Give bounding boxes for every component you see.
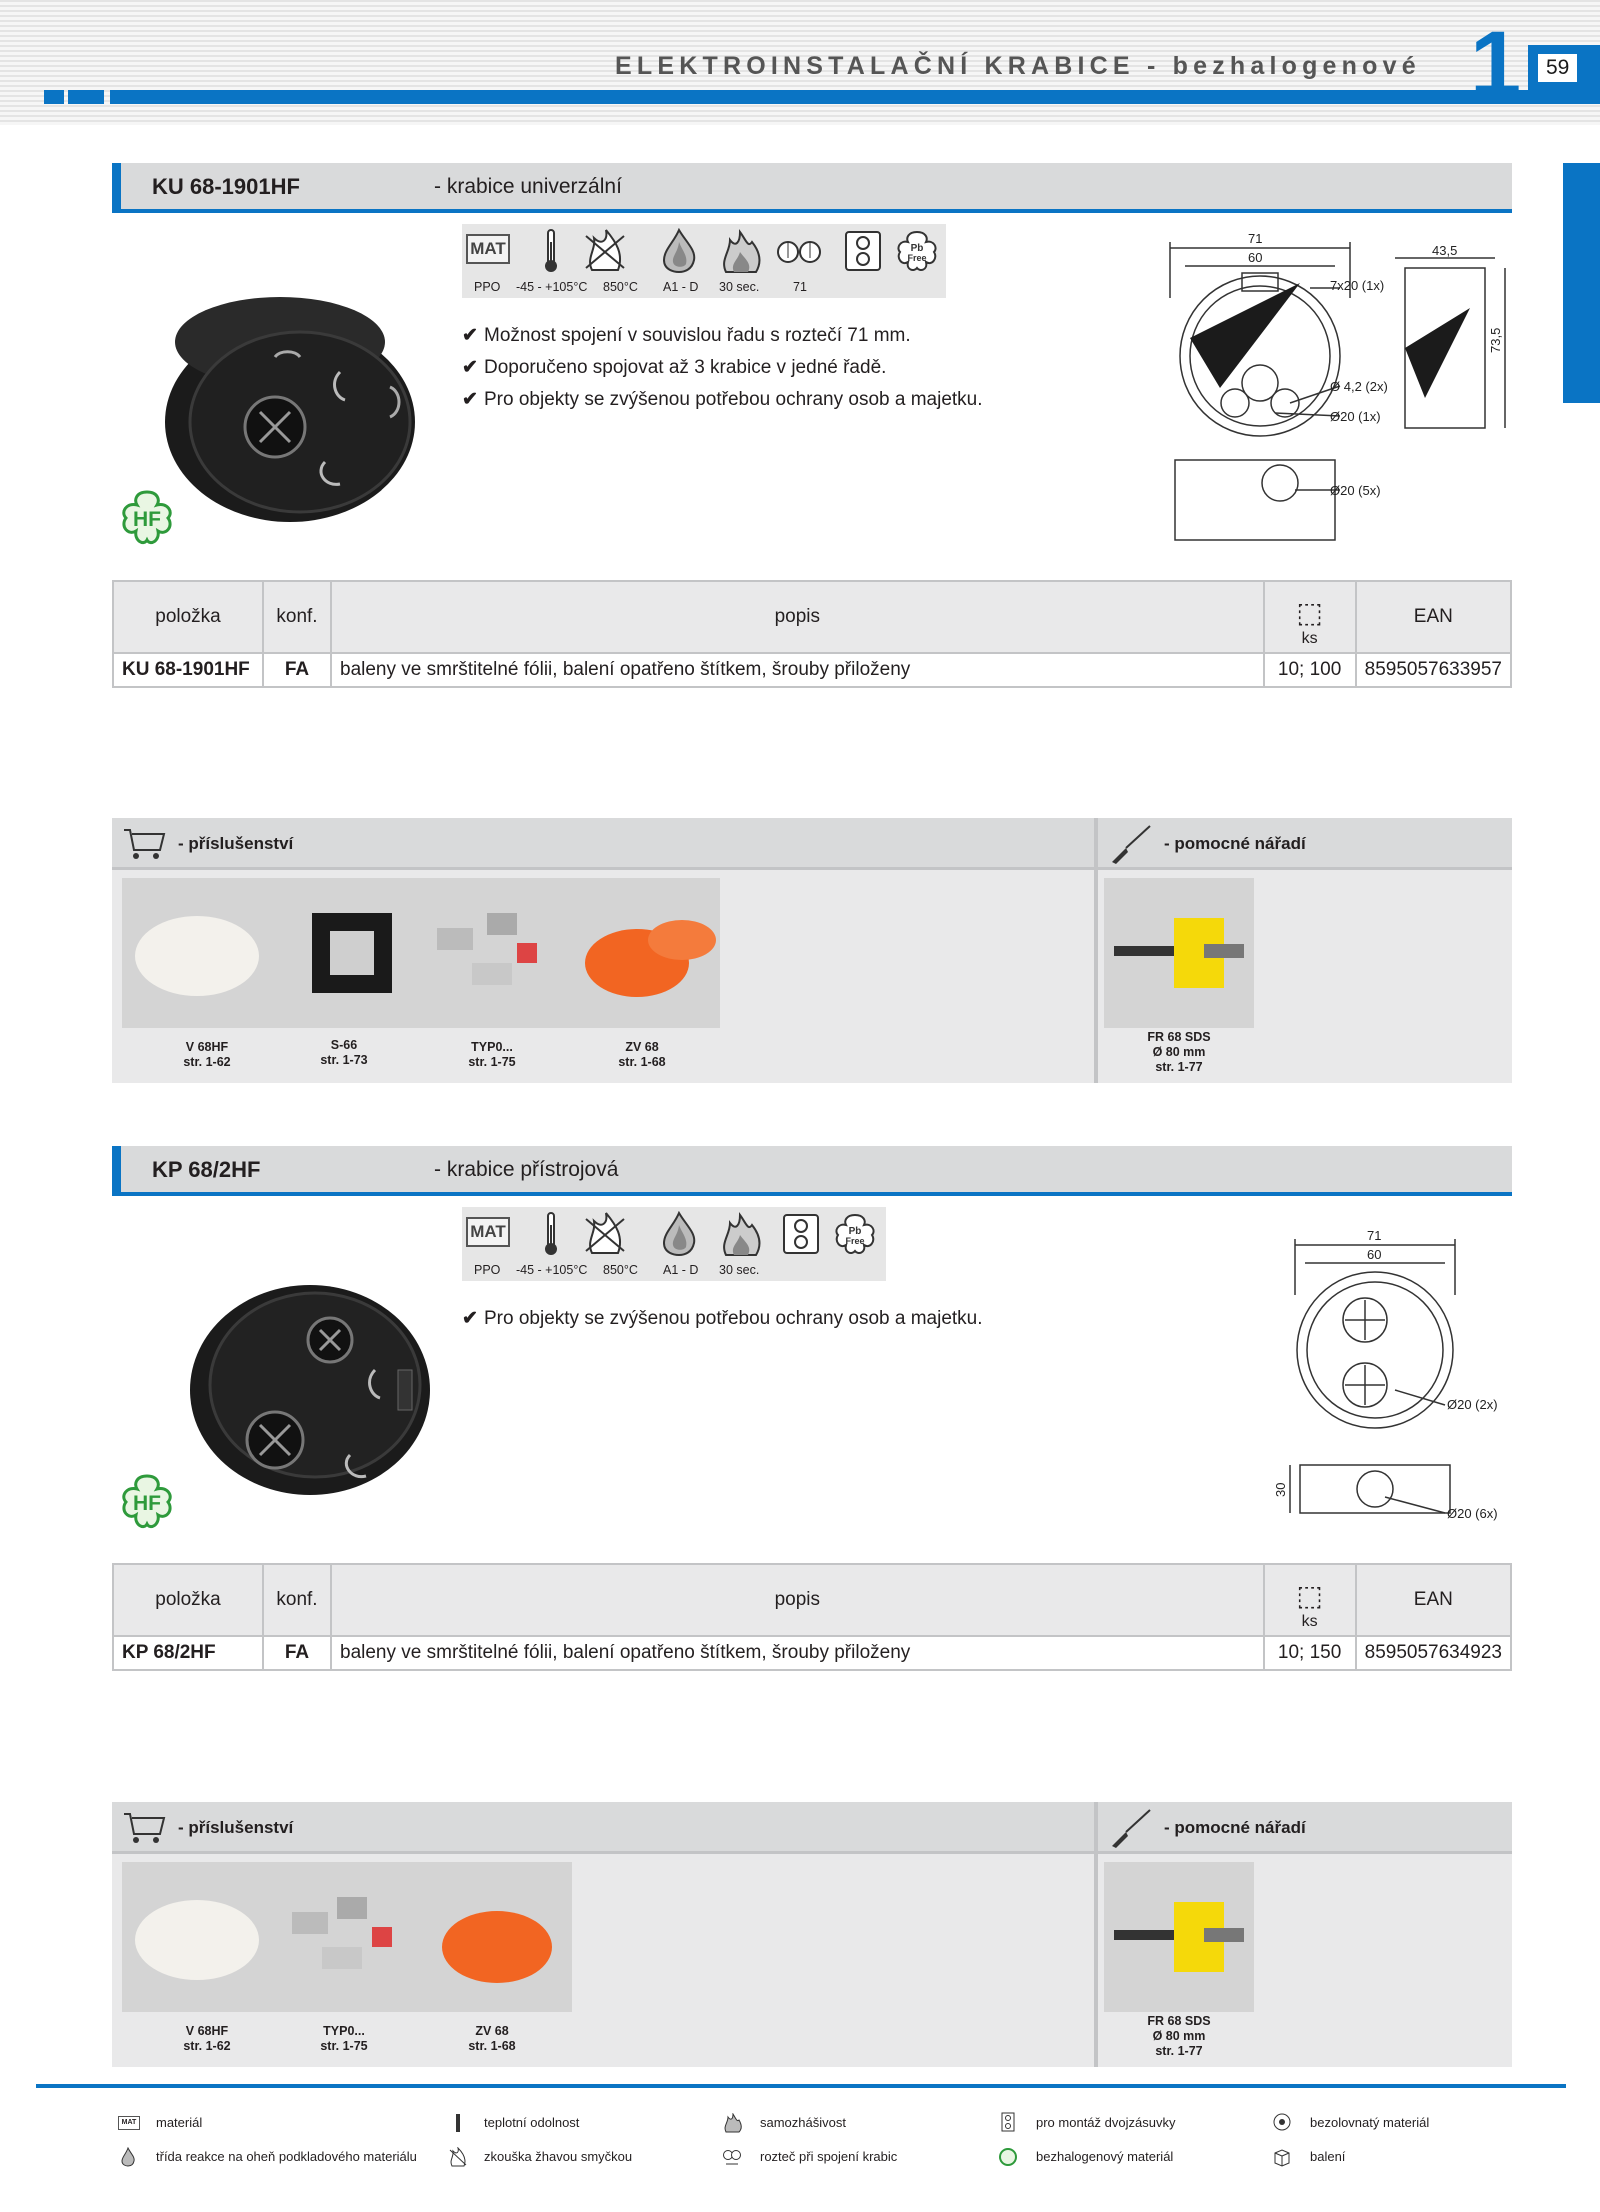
hf-icon	[114, 1472, 180, 1536]
tool-label: FR 68 SDS Ø 80 mm str. 1-77	[1147, 1030, 1211, 1074]
self-extinguish-icon	[718, 1211, 764, 1257]
tool-label: FR 68 SDS Ø 80 mm str. 1-77	[1147, 2014, 1211, 2058]
legend-item: samozhášivost	[760, 2115, 846, 2130]
box-icon	[1272, 2147, 1292, 2167]
glow-wire-icon	[582, 228, 628, 274]
accessories-image	[122, 1862, 572, 2012]
hf-icon	[114, 488, 180, 552]
accessories-panel	[112, 818, 1512, 1083]
product-code: KU 68-1901HF	[152, 174, 300, 199]
double-socket-icon	[778, 1211, 824, 1257]
mat-icon: MAT	[118, 2116, 140, 2130]
header-square	[88, 90, 104, 104]
dim-label: 60	[1248, 250, 1263, 265]
feature-item: ✔ Možnost spojení v souvislou řadu s roztečí 71 mm.	[462, 325, 911, 346]
product-photo	[150, 272, 430, 532]
accessory-label: ZV 68 str. 1-68	[468, 2024, 516, 2053]
pb-free-icon	[1272, 2112, 1292, 2132]
col-header: ⬚ ks	[1264, 581, 1356, 653]
product-description: - krabice přístrojová	[434, 1158, 619, 1181]
icon-label: 30 sec.	[719, 1263, 760, 1277]
accessory-label: S-66 str. 1-73	[320, 1038, 368, 1067]
mat-icon: MAT	[466, 1217, 510, 1247]
col-header: EAN	[1356, 581, 1511, 653]
accessories-panel	[112, 1802, 1512, 2067]
cart-icon	[122, 826, 166, 862]
note-label: 7x20 (1x)	[1330, 278, 1385, 293]
col-header: konf.	[263, 581, 331, 653]
accessory-label: V 68HF str. 1-62	[183, 1040, 231, 1069]
product-description: - krabice univerzální	[434, 175, 622, 198]
note-label: Ø20 (1x)	[1330, 409, 1381, 424]
legend-item: bezolovnatý materiál	[1310, 2115, 1430, 2130]
accessories-header	[112, 818, 1094, 870]
tools-title: - pomocné nářadí	[1164, 1818, 1306, 1837]
cell-conf: FA	[263, 1636, 331, 1670]
col-header: popis	[331, 581, 1264, 653]
spec-table	[112, 1563, 1512, 1671]
technical-drawing	[1160, 228, 1520, 548]
cell-ks: 10; 100	[1264, 653, 1356, 687]
col-header: konf.	[263, 1564, 331, 1636]
icon-label: 850°C	[603, 1263, 638, 1277]
screwdriver-icon	[1106, 822, 1154, 866]
legend-item: materiál	[156, 2115, 203, 2130]
accessories-image	[122, 878, 720, 1028]
cell-item: KU 68-1901HF	[113, 653, 263, 687]
self-extinguish-icon	[722, 2113, 742, 2133]
icon-label: A1 - D	[663, 1263, 699, 1277]
property-icon-strip	[462, 224, 946, 298]
hf-icon	[998, 2147, 1018, 2167]
legend-item: balení	[1310, 2149, 1346, 2164]
property-icon-strip	[462, 1207, 886, 1281]
self-extinguish-icon	[718, 228, 764, 274]
glow-wire-icon	[582, 1211, 628, 1257]
col-header: ⬚ ks	[1264, 1564, 1356, 1636]
tool-image	[1104, 878, 1254, 1028]
product-title-bar	[112, 163, 1512, 213]
tools-header	[1098, 1802, 1512, 1854]
legend-divider	[36, 2084, 1566, 2088]
col-header: EAN	[1356, 1564, 1511, 1636]
legend-item: rozteč při spojení krabic	[760, 2149, 898, 2164]
legend-item: teplotní odolnost	[484, 2115, 580, 2130]
cell-desc: baleny ve smrštitelné fólii, balení opatřeno štítkem, šrouby přiloženy	[331, 1636, 1264, 1670]
icon-label: 850°C	[603, 280, 638, 294]
pb-free-icon	[894, 228, 940, 274]
cart-icon	[122, 1810, 166, 1846]
spec-table	[112, 580, 1512, 688]
dim-label: 71	[1367, 1228, 1382, 1243]
cell-ean: 8595057633957	[1356, 653, 1511, 687]
tool-image	[1104, 1862, 1254, 2012]
cell-item: KP 68/2HF	[113, 1636, 263, 1670]
legend-item: pro montáž dvojzásuvky	[1036, 2115, 1176, 2130]
pitch-icon	[722, 2147, 742, 2167]
product-title-bar	[112, 1146, 1512, 1196]
thermometer-icon	[528, 1211, 574, 1257]
icon-label: -45 - +105°C	[516, 1263, 588, 1277]
box-icon: ⬚	[1296, 1580, 1323, 1611]
flame-class-icon	[656, 228, 702, 274]
flame-class-icon	[118, 2147, 138, 2167]
pb-text: Pb	[848, 1226, 862, 1237]
accessory-label: TYP0... str. 1-75	[468, 1040, 516, 1069]
tools-title: - pomocné nářadí	[1164, 834, 1306, 853]
svg-text:HF: HF	[133, 508, 161, 531]
accessory-label: TYP0... str. 1-75	[320, 2024, 368, 2053]
col-header: položka	[113, 1564, 263, 1636]
cell-ean: 8595057634923	[1356, 1636, 1511, 1670]
glow-wire-icon	[448, 2147, 468, 2167]
page-title: ELEKTROINSTALAČNÍ KRABICE - bezhalogenové	[615, 52, 1421, 80]
dim-label: 43,5	[1432, 243, 1458, 258]
icon-label: A1 - D	[663, 280, 699, 294]
chapter-number: 1	[1470, 13, 1522, 115]
pitch-icon	[776, 228, 822, 274]
note-label: Ø20 (2x)	[1447, 1397, 1498, 1412]
page-number: 59	[1538, 54, 1577, 82]
cell-desc: baleny ve smrštitelné fólii, balení opatřeno štítkem, šrouby přiloženy	[331, 653, 1264, 687]
legend-item: zkouška žhavou smyčkou	[484, 2149, 633, 2164]
tools-header	[1098, 818, 1512, 870]
legend-item: třída reakce na oheň podkladového materiálu	[156, 2149, 417, 2164]
accessories-title: - příslušenství	[178, 1818, 294, 1837]
product-code: KP 68/2HF	[152, 1157, 261, 1182]
feature-item: ✔ Pro objekty se zvýšenou potřebou ochrany osob a majetku.	[462, 389, 983, 410]
mat-icon: MAT	[466, 234, 510, 264]
flame-class-icon	[656, 1211, 702, 1257]
accessory-label: V 68HF str. 1-62	[183, 2024, 231, 2053]
dim-label: 60	[1367, 1247, 1382, 1262]
accessory-label: ZV 68 str. 1-68	[618, 1040, 666, 1069]
col-header: položka	[113, 581, 263, 653]
accessories-header	[112, 1802, 1094, 1854]
header-square	[44, 90, 64, 104]
col-header: popis	[331, 1564, 1264, 1636]
icon-label: 30 sec.	[719, 280, 760, 294]
table-row	[113, 653, 1511, 687]
icon-label: PPO	[474, 280, 501, 294]
pb-free-text: Free	[907, 253, 927, 263]
svg-text:HF: HF	[133, 1492, 161, 1515]
header-square	[68, 90, 88, 104]
icon-label: 71	[793, 280, 807, 294]
pb-free-icon	[832, 1211, 878, 1257]
dim-label: 73,5	[1488, 327, 1503, 353]
double-socket-icon	[998, 2112, 1018, 2132]
cell-conf: FA	[263, 653, 331, 687]
pb-free-text: Free	[845, 1236, 865, 1246]
chapter-side-tab	[1563, 163, 1600, 403]
feature-item: ✔ Pro objekty se zvýšenou potřebou ochrany osob a majetku.	[462, 1308, 983, 1329]
technical-drawing	[1255, 1225, 1520, 1525]
pb-text: Pb	[910, 243, 924, 254]
thermometer-icon	[448, 2113, 468, 2133]
note-label: Ø 4,2 (2x)	[1330, 379, 1388, 394]
feature-item: ✔ Doporučeno spojovat až 3 krabice v jedné řadě.	[462, 357, 887, 378]
feature-list	[462, 1303, 983, 1335]
accessories-title: - příslušenství	[178, 834, 294, 853]
table-row	[113, 1636, 1511, 1670]
thermometer-icon	[528, 228, 574, 274]
dim-label: 30	[1273, 1482, 1288, 1497]
product-photo	[180, 1270, 440, 1510]
double-socket-icon	[840, 228, 886, 274]
header-bar	[110, 90, 1600, 104]
cell-ks: 10; 150	[1264, 1636, 1356, 1670]
screwdriver-icon	[1106, 1806, 1154, 1850]
box-icon: ⬚	[1296, 597, 1323, 628]
icon-label: -45 - +105°C	[516, 280, 588, 294]
note-label: Ø20 (6x)	[1447, 1506, 1498, 1521]
dim-label: 71	[1248, 231, 1263, 246]
legend-item: bezhalogenový materiál	[1036, 2149, 1174, 2164]
feature-list	[462, 320, 983, 416]
icon-label: PPO	[474, 1263, 501, 1277]
note-label: Ø20 (5x)	[1330, 483, 1381, 498]
